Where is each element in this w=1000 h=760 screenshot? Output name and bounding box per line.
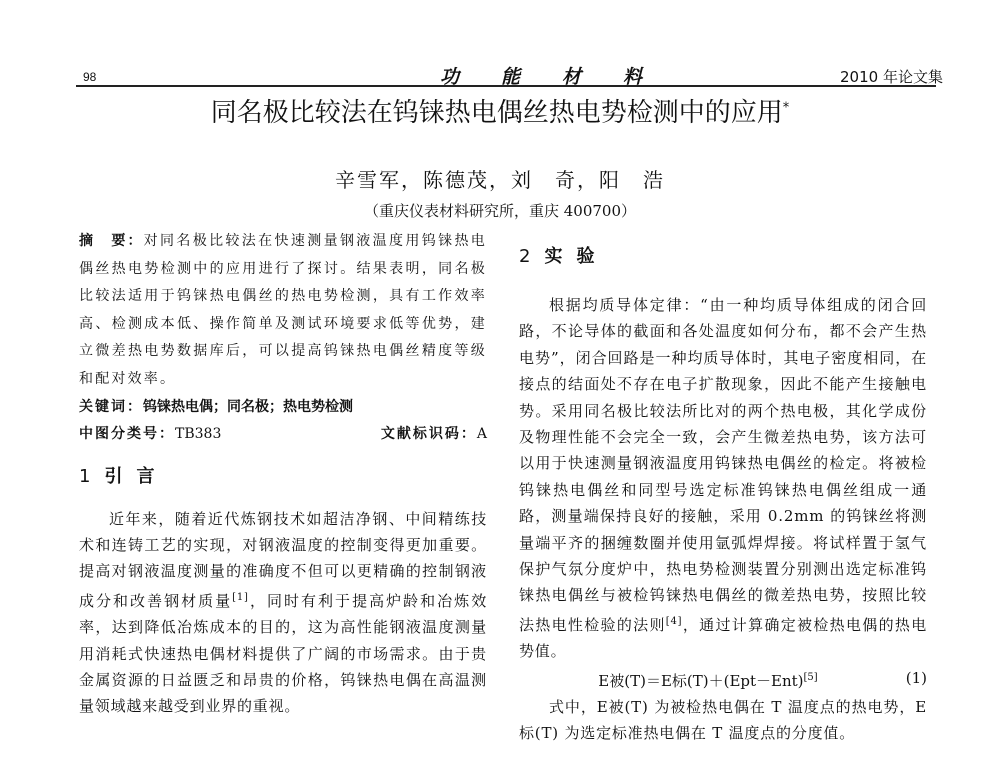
equation-1: [519, 665, 927, 694]
page-number: 98: [83, 70, 97, 84]
affiliation: （重庆仪表材料研究所，重庆 400700）: [363, 202, 637, 220]
collection-label: 2010 年论文集: [840, 68, 943, 86]
doc-code-value: A: [476, 425, 487, 442]
citation-1: [1]: [232, 591, 249, 603]
intro-text-b: ，同时有利于提高炉龄和冶炼效率，达到降低冶炼成本的目的，这为高性能钢液温度测量用消耗式快速热电偶材料提供了广阔的市场需求。由于贵金属资源的日益匮乏和昂贵的价格，钨铼热电偶在高温测量领域越来越受到业界的重视。: [79, 591, 488, 716]
keywords: [79, 394, 487, 421]
keywords-label: 关键词：: [79, 398, 143, 415]
abstract-text: 对同名极比较法在快速测量钢液温度用钨铼热电偶丝热电势检测中的应用进行了探讨。结果表明，同名极比较法适用于钨铼热电偶丝的热电势检测，具有工作效率高、检测成本低、操作简单及测试环境要求低等优势，建立微差热电势数据库后，可以提高钨铼热电偶丝精度等级和配对效率。: [79, 233, 488, 387]
section-1-name: 引言: [104, 465, 169, 487]
title-footnote-mark: *: [782, 100, 790, 116]
section-1-number: 1: [79, 465, 91, 487]
header-rule: [76, 85, 936, 87]
left-column: [79, 228, 487, 720]
section-2-heading: [519, 242, 927, 268]
experiment-paragraph: [519, 292, 927, 665]
section-1-heading: [79, 462, 487, 488]
classification: [79, 421, 487, 448]
clc-label: 中图分类号：: [79, 425, 175, 442]
citation-5: [5]: [803, 671, 818, 683]
right-column: [519, 228, 927, 747]
experiment-text-a: 根据均质导体定律：“由一种均质导体组成的闭合回路，不论导体的截面和各处温度如何分布，都不会产生热电势”，闭合回路是一种均质导体时，其电子密度相同，在接点的结面处不存在电子扩散现象，因此不能产生接触电势。采用同名极比较法所比对的两个热电极，其化学成份及物理性能不会完全一致，会产生微差热电势，该方法可以用于快速测量钢液温度用钨铼热电偶丝的检定。将被检钨铼热电偶丝和同型号选定标准钨铼热电偶丝组成一通路，测量端保持良好的接触，采用 0.2mm 的钨铼丝将测量端平齐的捆缠数圈并使用氩弧焊焊接。将试样置于氢气保护气氛分度炉中，热电势检测装置分别测出选定标准钨铼热电偶丝与被检钨铼热电偶丝的微差热电势，按照比较法热电性检验的法则: [519, 296, 927, 634]
paper-title: [0, 92, 1000, 129]
paper-title-text: 同名极比较法在钨铼热电偶丝热电势检测中的应用: [210, 98, 783, 128]
equation-number: (1): [905, 668, 927, 687]
citation-4: [4]: [665, 615, 683, 627]
abstract-label: 摘 要：: [79, 233, 144, 249]
keywords-value: 钨铼热电偶；同名极；热电势检测: [143, 398, 353, 415]
experiment-text-b: ，通过计算确定被检热电偶的热电势值。: [519, 615, 927, 661]
abstract: [79, 228, 487, 394]
intro-paragraph: [79, 506, 487, 720]
section-2-number: 2: [519, 246, 531, 267]
section-2-name: 实验: [544, 246, 609, 267]
doc-code-label: 文献标识码：: [380, 425, 477, 442]
equation-explanation: 式中，E被(T) 为被检热电偶在 T 温度点的热电势，E标(T) 为选定标准热电偶在 T 温度点的分度值。: [519, 697, 927, 743]
clc-value: TB383: [175, 425, 222, 442]
intro-text-a: 近年来，随着近代炼钢技术如超洁净钢、中间精练技术和连铸工艺的实现，对钢液温度的控制变得更加重要。提高对钢液温度测量的准确度不但可以更精确的控制钢液成分和改善钢材质量: [79, 509, 487, 610]
equation-text: E被(T)＝E标(T)＋(Ept－Ent): [598, 671, 804, 690]
authors: 辛雪军，陈德茂，刘 奇，阳 浩: [335, 168, 665, 192]
journal-name: 功能材料: [440, 66, 685, 88]
